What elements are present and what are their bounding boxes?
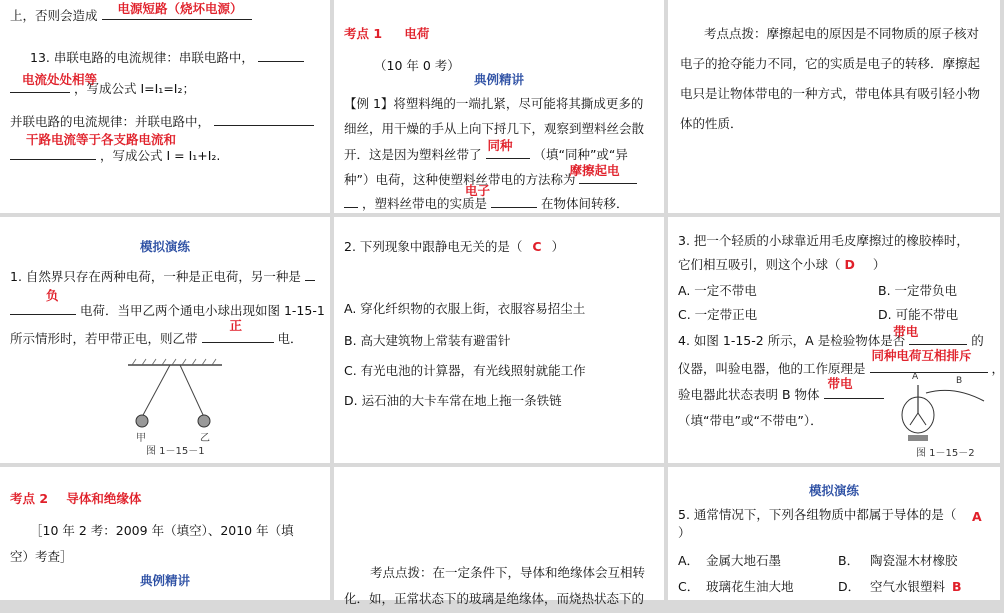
- tip-line: 电只是让物体带电的一种方式，带电体具有吸引轻小物: [680, 86, 981, 101]
- question-line: 3. 把一个轻质的小球靠近用毛皮摩擦过的橡胶棒时，: [678, 233, 969, 248]
- option-d: 空气水银塑料: [870, 579, 946, 594]
- option-b: B. 一定带负电: [878, 283, 958, 298]
- label-b: B: [956, 376, 963, 386]
- q13-formula: ，写成公式 I=I₁=I₂；: [73, 81, 195, 96]
- question-line: [10, 297, 325, 325]
- answer-blank: [569, 163, 637, 184]
- question-text: 它们相互吸引，则这个小球（: [678, 257, 841, 272]
- kd-heading: [344, 20, 429, 48]
- option-label: A．: [678, 553, 700, 568]
- option-a: A. 一定不带电: [678, 283, 757, 298]
- label-yi: 乙: [200, 433, 210, 444]
- example-text: （填“同种”或“异: [533, 147, 628, 162]
- option-d: D. 可能不带电: [878, 307, 959, 322]
- slide-panel-3: [668, 0, 1000, 213]
- slide-panel-1: [0, 0, 330, 213]
- option-d: D. 运石油的大卡车常在地上拖一条铁链: [344, 393, 562, 408]
- slide-panel-4: [0, 217, 330, 463]
- example-line: [344, 183, 629, 218]
- pendulum-figure: [120, 357, 230, 445]
- text-line: [30, 44, 304, 72]
- tip-line: 体的性质．: [680, 116, 743, 131]
- answer-text: C: [532, 239, 542, 254]
- kd-title: 导体和绝缘体: [66, 491, 142, 506]
- example-text: 开．这是因为塑料丝带了: [344, 147, 482, 162]
- electroscope-base: [908, 435, 928, 441]
- answer-text: 负: [46, 288, 59, 303]
- tip-line: 考点点拨：在一定条件下，导体和绝缘体会互相转: [370, 565, 646, 580]
- question-text: 电荷．当甲乙两个通电小球出现如图 1-15-1: [79, 303, 325, 318]
- q13-answer: 电流处处相等: [22, 72, 98, 87]
- section-subtitle: 典例精讲: [473, 72, 524, 87]
- answer-text: 带电: [827, 376, 853, 391]
- answer-text: B: [952, 579, 962, 594]
- ball-jia: [136, 415, 148, 427]
- section-title: 模拟演练: [808, 483, 859, 498]
- option-b: 陶瓷湿木材橡胶: [870, 553, 958, 568]
- option-row: [678, 551, 699, 571]
- electroscope-leaf: [910, 413, 918, 425]
- answer-blank: [258, 45, 304, 62]
- exam-count: 空）考查］: [10, 549, 73, 564]
- question-text: 4. 如图 1-15-2 所示，A 是检验物体是否: [678, 333, 906, 348]
- option-label: D．: [838, 579, 861, 594]
- answer-text: A: [972, 509, 982, 524]
- answer-blank: [486, 138, 530, 159]
- thread-yi: [180, 365, 204, 417]
- kd-label: 考点 2: [10, 491, 49, 506]
- kd-label: 考点 1: [344, 26, 383, 41]
- section-title: 模拟演练: [139, 239, 190, 254]
- question-text: 5. 通常情况下，下列各组物质中都属于导体的是（: [678, 507, 957, 522]
- question-text: 所示情形时，若甲带正电，则乙带: [10, 331, 198, 346]
- example-line: 【例 1】将塑料绳的一端扎紧，尽可能将其撕成更多的: [344, 96, 644, 111]
- answer-blank: [214, 109, 314, 126]
- text-line: [10, 142, 220, 170]
- text-line: [10, 2, 252, 30]
- option-label: C．: [678, 579, 700, 594]
- option-row: ）: [678, 525, 691, 540]
- slide-panel-9: [668, 467, 1000, 600]
- example-text: ，塑料丝带电的实质是: [361, 196, 487, 211]
- question-text: 验电器此状态表明 B 物体: [678, 387, 820, 402]
- line1-text: 上，否则会造成: [10, 8, 98, 23]
- question-line: （填“带电”或“不带电”）．: [678, 413, 823, 428]
- tip-line: 化．如，正常状态下的玻璃是绝缘体，而烧热状态下的: [344, 591, 645, 606]
- label-a: A: [912, 372, 919, 382]
- question-text: 电．: [277, 331, 303, 346]
- slide-panel-2: [334, 0, 664, 213]
- exam-count: ［10 年 2 考：2009 年（填空）、2010 年（填: [30, 523, 294, 538]
- question-text: ）: [551, 239, 565, 254]
- question-line: [678, 501, 956, 529]
- option-label: B．: [838, 553, 860, 568]
- q13-text: 13. 串联电路的电流规律：串联电路中，: [30, 50, 254, 65]
- example-text: 种”）电荷，这种使塑料丝带电的方法称为: [344, 172, 576, 187]
- question-text: 2. 下列现象中跟静电无关的是（: [344, 239, 523, 254]
- tip-line: 考点点拨：摩擦起电的原因是不同物质的原子核对: [704, 26, 980, 41]
- kd-heading: [10, 485, 141, 513]
- question-line: [10, 318, 303, 353]
- answer-blank: [202, 318, 274, 343]
- option-c: C. 有光电池的计算器，有光线照射就能工作: [344, 363, 586, 378]
- slide-panel-6: [668, 217, 1004, 463]
- option-a: 金属大地石墨: [706, 553, 782, 568]
- thread-jia: [142, 365, 170, 417]
- answer-blank: [344, 191, 358, 208]
- parallel-text: 并联电路的电流规律：并联电路中，: [10, 114, 211, 129]
- question-text: ）: [872, 257, 886, 272]
- answer-text: 摩擦起电: [569, 163, 620, 178]
- question-text: 1. 自然界只存在两种电荷，一种是正电荷，另一种是: [10, 269, 301, 284]
- figure-caption: 图 1－15－1: [146, 446, 205, 457]
- option-b: B. 高大建筑物上常装有避雷针: [344, 333, 511, 348]
- answer-blank: [10, 76, 70, 93]
- answer-blank: [824, 376, 884, 399]
- answer-text: 同种电荷互相排斥: [871, 348, 972, 363]
- electroscope-figure: [894, 367, 990, 447]
- question-line: [678, 251, 885, 279]
- section-subtitle: 典例精讲: [139, 573, 190, 588]
- tip-line: 电子的抢夺能力不同，它的实质是电子的转移．摩擦起: [680, 56, 981, 71]
- answer-text: 正: [229, 318, 243, 333]
- charged-object: [926, 390, 984, 401]
- question-line: [678, 376, 884, 409]
- answer-blank: [10, 143, 96, 160]
- parallel-formula: ，写成公式 I = I₁+I₂.: [99, 148, 221, 163]
- question-text: ，: [991, 361, 1004, 376]
- ceiling-hatch: [132, 359, 216, 365]
- slide-panel-7: [0, 467, 330, 600]
- figure-caption: 图 1－15－2: [916, 448, 975, 459]
- answer-text: 电源短路（烧坏电源）: [117, 1, 243, 16]
- answer-text: D: [844, 257, 855, 272]
- slide-panel-8: [334, 467, 664, 606]
- answer-text: 同种: [487, 138, 513, 153]
- answer-text: 电子: [464, 183, 490, 198]
- text-line: [10, 75, 195, 103]
- example-text: 在物体间转移．: [540, 196, 629, 211]
- answer-blank: [305, 264, 315, 281]
- kd-title: 电荷: [404, 26, 430, 41]
- exam-count: （10 年 0 考）: [374, 58, 460, 73]
- label-jia: 甲: [136, 433, 146, 444]
- example-line: 细丝，用干燥的手从上向下捋几下，观察到塑料丝会散: [344, 121, 645, 136]
- electroscope-leaf: [918, 413, 926, 425]
- answer-blank: [10, 298, 76, 315]
- slide-panel-5: [334, 217, 664, 463]
- parallel-answer: 干路电流等于各支路电流和: [26, 132, 177, 147]
- option-c: 玻璃花生油大地: [706, 579, 794, 594]
- answer-text: 带电: [893, 324, 919, 339]
- answer-blank: [464, 183, 537, 208]
- answer-blank: [102, 3, 252, 20]
- question-line: [344, 233, 564, 261]
- option-c: C. 一定带正电: [678, 307, 758, 322]
- option-a: A. 穿化纤织物的衣服上街，衣服容易招尘土: [344, 301, 586, 316]
- question-text: 的: [971, 333, 984, 348]
- ball-yi: [198, 415, 210, 427]
- question-text: 仪器，叫验电器，他的工作原理是: [678, 361, 866, 376]
